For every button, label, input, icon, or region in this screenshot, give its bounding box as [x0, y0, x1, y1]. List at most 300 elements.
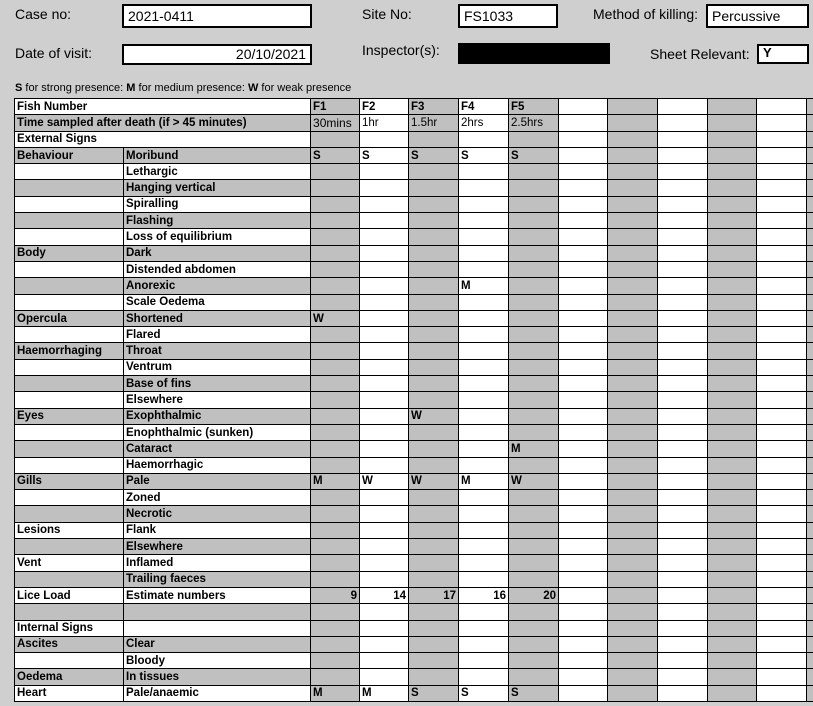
- score-cell[interactable]: [608, 555, 658, 571]
- score-cell[interactable]: [658, 473, 708, 489]
- score-cell[interactable]: [807, 164, 813, 180]
- score-cell[interactable]: [509, 164, 559, 180]
- score-cell[interactable]: [807, 392, 813, 408]
- score-cell[interactable]: [559, 180, 608, 196]
- score-cell[interactable]: [807, 261, 813, 277]
- score-cell[interactable]: [409, 376, 459, 392]
- score-cell[interactable]: [608, 131, 658, 147]
- score-cell[interactable]: [360, 294, 409, 310]
- score-cell[interactable]: [708, 359, 757, 375]
- score-cell[interactable]: [807, 490, 813, 506]
- score-cell[interactable]: [559, 604, 608, 620]
- score-cell[interactable]: [757, 180, 807, 196]
- score-cell[interactable]: [360, 376, 409, 392]
- score-cell[interactable]: 17: [409, 587, 459, 603]
- score-cell[interactable]: [360, 408, 409, 424]
- score-cell[interactable]: [807, 245, 813, 261]
- score-cell[interactable]: [807, 408, 813, 424]
- score-cell[interactable]: [708, 457, 757, 473]
- score-cell[interactable]: [757, 131, 807, 147]
- score-cell[interactable]: [459, 343, 509, 359]
- score-cell[interactable]: [559, 408, 608, 424]
- score-cell[interactable]: [459, 424, 509, 440]
- score-cell[interactable]: [757, 278, 807, 294]
- score-cell[interactable]: [509, 604, 559, 620]
- score-cell[interactable]: [608, 539, 658, 555]
- score-cell[interactable]: [409, 457, 459, 473]
- score-cell[interactable]: S: [509, 147, 559, 163]
- score-cell[interactable]: [608, 245, 658, 261]
- score-cell[interactable]: [708, 571, 757, 587]
- score-cell[interactable]: S: [459, 685, 509, 701]
- score-cell[interactable]: 9: [311, 587, 360, 603]
- score-cell[interactable]: [658, 213, 708, 229]
- score-cell[interactable]: [509, 245, 559, 261]
- score-cell[interactable]: [311, 229, 360, 245]
- score-cell[interactable]: [807, 473, 813, 489]
- score-cell[interactable]: [708, 669, 757, 685]
- score-cell[interactable]: [559, 229, 608, 245]
- score-cell[interactable]: [311, 180, 360, 196]
- score-cell[interactable]: [708, 620, 757, 636]
- score-cell[interactable]: [509, 636, 559, 652]
- score-cell[interactable]: [559, 669, 608, 685]
- score-cell[interactable]: [409, 164, 459, 180]
- score-cell[interactable]: [311, 620, 360, 636]
- score-cell[interactable]: [608, 213, 658, 229]
- score-cell[interactable]: [509, 196, 559, 212]
- score-cell[interactable]: [360, 653, 409, 669]
- score-cell[interactable]: [559, 343, 608, 359]
- time-sampled-cell[interactable]: 30mins: [311, 115, 360, 131]
- score-cell[interactable]: [459, 604, 509, 620]
- score-cell[interactable]: [807, 343, 813, 359]
- score-cell[interactable]: [608, 457, 658, 473]
- score-cell[interactable]: [757, 685, 807, 701]
- case-no-field[interactable]: 2021-0411: [122, 4, 312, 28]
- score-cell[interactable]: [360, 131, 409, 147]
- score-cell[interactable]: [409, 424, 459, 440]
- score-cell[interactable]: [708, 245, 757, 261]
- score-cell[interactable]: [708, 685, 757, 701]
- score-cell[interactable]: [311, 164, 360, 180]
- score-cell[interactable]: 20: [509, 587, 559, 603]
- score-cell[interactable]: [409, 131, 459, 147]
- score-cell[interactable]: [311, 327, 360, 343]
- score-cell[interactable]: [311, 571, 360, 587]
- score-cell[interactable]: [409, 180, 459, 196]
- score-cell[interactable]: [509, 571, 559, 587]
- score-cell[interactable]: [658, 392, 708, 408]
- score-cell[interactable]: [409, 213, 459, 229]
- sheet-relevant-field[interactable]: Y: [757, 44, 809, 64]
- score-cell[interactable]: [757, 555, 807, 571]
- score-cell[interactable]: [559, 147, 608, 163]
- score-cell[interactable]: [608, 490, 658, 506]
- score-cell[interactable]: [708, 604, 757, 620]
- score-cell[interactable]: [608, 653, 658, 669]
- score-cell[interactable]: [459, 294, 509, 310]
- score-cell[interactable]: [757, 147, 807, 163]
- score-cell[interactable]: [459, 522, 509, 538]
- score-cell[interactable]: [807, 587, 813, 603]
- score-cell[interactable]: [559, 213, 608, 229]
- score-cell[interactable]: [608, 359, 658, 375]
- score-cell[interactable]: M: [311, 685, 360, 701]
- score-cell[interactable]: W: [509, 473, 559, 489]
- score-cell[interactable]: [509, 653, 559, 669]
- score-cell[interactable]: [757, 539, 807, 555]
- score-cell[interactable]: [708, 506, 757, 522]
- score-cell[interactable]: [509, 522, 559, 538]
- score-cell[interactable]: [409, 506, 459, 522]
- score-cell[interactable]: [360, 539, 409, 555]
- score-cell[interactable]: [409, 359, 459, 375]
- score-cell[interactable]: [807, 457, 813, 473]
- score-cell[interactable]: [459, 669, 509, 685]
- score-cell[interactable]: [658, 522, 708, 538]
- score-cell[interactable]: [757, 327, 807, 343]
- score-cell[interactable]: [708, 408, 757, 424]
- score-cell[interactable]: [360, 359, 409, 375]
- score-cell[interactable]: [608, 343, 658, 359]
- score-cell[interactable]: [459, 571, 509, 587]
- score-cell[interactable]: [360, 571, 409, 587]
- score-cell[interactable]: [708, 327, 757, 343]
- score-cell[interactable]: [559, 473, 608, 489]
- score-cell[interactable]: [608, 310, 658, 326]
- score-cell[interactable]: M: [459, 278, 509, 294]
- score-cell[interactable]: [708, 196, 757, 212]
- score-cell[interactable]: [608, 147, 658, 163]
- score-cell[interactable]: [360, 604, 409, 620]
- score-cell[interactable]: [708, 180, 757, 196]
- score-cell[interactable]: [807, 669, 813, 685]
- score-cell[interactable]: [708, 376, 757, 392]
- score-cell[interactable]: [559, 506, 608, 522]
- score-cell[interactable]: [311, 245, 360, 261]
- score-cell[interactable]: [807, 229, 813, 245]
- score-cell[interactable]: W: [409, 408, 459, 424]
- score-cell[interactable]: [459, 555, 509, 571]
- score-cell[interactable]: [360, 490, 409, 506]
- score-cell[interactable]: [311, 522, 360, 538]
- score-cell[interactable]: [360, 261, 409, 277]
- score-cell[interactable]: [360, 669, 409, 685]
- score-cell[interactable]: [509, 261, 559, 277]
- score-cell[interactable]: [311, 457, 360, 473]
- score-cell[interactable]: [409, 490, 459, 506]
- score-cell[interactable]: [807, 310, 813, 326]
- score-cell[interactable]: [807, 636, 813, 652]
- time-sampled-cell[interactable]: 1hr: [360, 115, 409, 131]
- score-cell[interactable]: [807, 376, 813, 392]
- score-cell[interactable]: [608, 376, 658, 392]
- score-cell[interactable]: [608, 604, 658, 620]
- score-cell[interactable]: [658, 164, 708, 180]
- score-cell[interactable]: [459, 131, 509, 147]
- score-cell[interactable]: W: [409, 473, 459, 489]
- score-cell[interactable]: [757, 457, 807, 473]
- score-cell[interactable]: [459, 408, 509, 424]
- time-sampled-cell[interactable]: 2hrs: [459, 115, 509, 131]
- score-cell[interactable]: [807, 278, 813, 294]
- score-cell[interactable]: [757, 490, 807, 506]
- score-cell[interactable]: [658, 539, 708, 555]
- time-sampled-cell[interactable]: [559, 115, 608, 131]
- score-cell[interactable]: [757, 245, 807, 261]
- score-cell[interactable]: [608, 327, 658, 343]
- score-cell[interactable]: [360, 164, 409, 180]
- score-cell[interactable]: [658, 229, 708, 245]
- score-cell[interactable]: [658, 441, 708, 457]
- score-cell[interactable]: [608, 685, 658, 701]
- score-cell[interactable]: [608, 587, 658, 603]
- score-cell[interactable]: [658, 555, 708, 571]
- score-cell[interactable]: [757, 392, 807, 408]
- score-cell[interactable]: W: [360, 473, 409, 489]
- score-cell[interactable]: [658, 653, 708, 669]
- score-cell[interactable]: [409, 571, 459, 587]
- score-cell[interactable]: [409, 522, 459, 538]
- score-cell[interactable]: [311, 490, 360, 506]
- score-cell[interactable]: [459, 653, 509, 669]
- score-cell[interactable]: [409, 441, 459, 457]
- score-cell[interactable]: [757, 604, 807, 620]
- score-cell[interactable]: [807, 571, 813, 587]
- score-cell[interactable]: [608, 669, 658, 685]
- time-sampled-cell[interactable]: [807, 115, 813, 131]
- score-cell[interactable]: [807, 653, 813, 669]
- score-cell[interactable]: [608, 571, 658, 587]
- score-cell[interactable]: [807, 131, 813, 147]
- score-cell[interactable]: [608, 229, 658, 245]
- score-cell[interactable]: [409, 245, 459, 261]
- time-sampled-cell[interactable]: [658, 115, 708, 131]
- score-cell[interactable]: [559, 261, 608, 277]
- score-cell[interactable]: [757, 261, 807, 277]
- score-cell[interactable]: [608, 506, 658, 522]
- score-cell[interactable]: [311, 669, 360, 685]
- score-cell[interactable]: 16: [459, 587, 509, 603]
- score-cell[interactable]: [409, 620, 459, 636]
- score-cell[interactable]: [311, 636, 360, 652]
- score-cell[interactable]: [459, 506, 509, 522]
- score-cell[interactable]: [509, 359, 559, 375]
- score-cell[interactable]: [559, 522, 608, 538]
- score-cell[interactable]: [509, 180, 559, 196]
- score-cell[interactable]: [559, 359, 608, 375]
- score-cell[interactable]: [807, 620, 813, 636]
- score-cell[interactable]: [360, 343, 409, 359]
- score-cell[interactable]: [459, 196, 509, 212]
- score-cell[interactable]: [360, 327, 409, 343]
- score-cell[interactable]: [658, 245, 708, 261]
- score-cell[interactable]: [409, 653, 459, 669]
- score-cell[interactable]: [658, 408, 708, 424]
- score-cell[interactable]: [708, 131, 757, 147]
- method-field[interactable]: Percussive: [706, 4, 809, 28]
- score-cell[interactable]: [459, 180, 509, 196]
- score-cell[interactable]: [658, 294, 708, 310]
- score-cell[interactable]: [459, 213, 509, 229]
- score-cell[interactable]: [311, 343, 360, 359]
- score-cell[interactable]: [559, 392, 608, 408]
- score-cell[interactable]: [559, 376, 608, 392]
- score-cell[interactable]: [559, 294, 608, 310]
- score-cell[interactable]: [459, 327, 509, 343]
- score-cell[interactable]: [311, 604, 360, 620]
- score-cell[interactable]: [708, 636, 757, 652]
- score-cell[interactable]: [757, 473, 807, 489]
- score-cell[interactable]: [708, 164, 757, 180]
- score-cell[interactable]: [509, 408, 559, 424]
- score-cell[interactable]: [360, 555, 409, 571]
- score-cell[interactable]: [608, 278, 658, 294]
- score-cell[interactable]: [757, 376, 807, 392]
- score-cell[interactable]: [807, 604, 813, 620]
- score-cell[interactable]: [559, 555, 608, 571]
- score-cell[interactable]: [360, 196, 409, 212]
- score-cell[interactable]: S: [311, 147, 360, 163]
- score-cell[interactable]: [807, 522, 813, 538]
- score-cell[interactable]: [658, 343, 708, 359]
- score-cell[interactable]: [459, 376, 509, 392]
- score-cell[interactable]: [509, 424, 559, 440]
- score-cell[interactable]: [509, 457, 559, 473]
- score-cell[interactable]: [409, 343, 459, 359]
- score-cell[interactable]: [559, 327, 608, 343]
- score-cell[interactable]: [360, 424, 409, 440]
- score-cell[interactable]: [409, 604, 459, 620]
- score-cell[interactable]: [360, 229, 409, 245]
- time-sampled-cell[interactable]: [608, 115, 658, 131]
- score-cell[interactable]: [559, 685, 608, 701]
- score-cell[interactable]: [658, 587, 708, 603]
- score-cell[interactable]: [509, 376, 559, 392]
- score-cell[interactable]: [409, 196, 459, 212]
- score-cell[interactable]: [559, 636, 608, 652]
- score-cell[interactable]: [311, 424, 360, 440]
- score-cell[interactable]: [459, 539, 509, 555]
- score-cell[interactable]: [311, 392, 360, 408]
- score-cell[interactable]: [360, 278, 409, 294]
- score-cell[interactable]: [658, 180, 708, 196]
- score-cell[interactable]: [559, 441, 608, 457]
- score-cell[interactable]: [757, 620, 807, 636]
- score-cell[interactable]: S: [509, 685, 559, 701]
- score-cell[interactable]: [311, 131, 360, 147]
- score-cell[interactable]: [311, 213, 360, 229]
- score-cell[interactable]: [757, 669, 807, 685]
- score-cell[interactable]: [409, 636, 459, 652]
- score-cell[interactable]: [509, 669, 559, 685]
- score-cell[interactable]: S: [409, 685, 459, 701]
- score-cell[interactable]: [360, 620, 409, 636]
- score-cell[interactable]: [409, 392, 459, 408]
- score-cell[interactable]: [658, 196, 708, 212]
- score-cell[interactable]: [559, 620, 608, 636]
- score-cell[interactable]: [757, 636, 807, 652]
- score-cell[interactable]: [360, 392, 409, 408]
- score-cell[interactable]: M: [311, 473, 360, 489]
- score-cell[interactable]: [708, 424, 757, 440]
- score-cell[interactable]: [559, 653, 608, 669]
- score-cell[interactable]: [658, 261, 708, 277]
- score-cell[interactable]: [807, 359, 813, 375]
- score-cell[interactable]: [658, 457, 708, 473]
- score-cell[interactable]: [559, 131, 608, 147]
- score-cell[interactable]: [608, 522, 658, 538]
- score-cell[interactable]: [559, 457, 608, 473]
- score-cell[interactable]: S: [409, 147, 459, 163]
- score-cell[interactable]: [658, 571, 708, 587]
- score-cell[interactable]: [708, 555, 757, 571]
- score-cell[interactable]: [459, 620, 509, 636]
- score-cell[interactable]: [807, 685, 813, 701]
- score-cell[interactable]: [658, 327, 708, 343]
- site-no-field[interactable]: FS1033: [458, 4, 558, 28]
- score-cell[interactable]: [757, 408, 807, 424]
- score-cell[interactable]: [459, 261, 509, 277]
- time-sampled-cell[interactable]: [708, 115, 757, 131]
- score-cell[interactable]: [509, 294, 559, 310]
- score-cell[interactable]: [509, 213, 559, 229]
- score-cell[interactable]: [360, 506, 409, 522]
- score-cell[interactable]: [608, 636, 658, 652]
- score-cell[interactable]: [757, 587, 807, 603]
- score-cell[interactable]: [509, 278, 559, 294]
- score-cell[interactable]: [757, 213, 807, 229]
- score-cell[interactable]: [757, 164, 807, 180]
- score-cell[interactable]: [360, 441, 409, 457]
- score-cell[interactable]: [509, 229, 559, 245]
- score-cell[interactable]: [459, 310, 509, 326]
- score-cell[interactable]: W: [311, 310, 360, 326]
- score-cell[interactable]: [559, 490, 608, 506]
- score-cell[interactable]: [807, 327, 813, 343]
- score-cell[interactable]: [311, 261, 360, 277]
- score-cell[interactable]: [509, 392, 559, 408]
- score-cell[interactable]: [807, 180, 813, 196]
- score-cell[interactable]: [360, 180, 409, 196]
- score-cell[interactable]: [559, 310, 608, 326]
- score-cell[interactable]: [658, 490, 708, 506]
- score-cell[interactable]: [757, 424, 807, 440]
- score-cell[interactable]: [409, 539, 459, 555]
- score-cell[interactable]: [708, 653, 757, 669]
- score-cell[interactable]: [360, 636, 409, 652]
- score-cell[interactable]: [708, 473, 757, 489]
- score-cell[interactable]: [658, 359, 708, 375]
- score-cell[interactable]: [459, 245, 509, 261]
- score-cell[interactable]: [807, 147, 813, 163]
- score-cell[interactable]: [409, 327, 459, 343]
- score-cell[interactable]: [807, 424, 813, 440]
- score-cell[interactable]: [757, 343, 807, 359]
- score-cell[interactable]: [807, 539, 813, 555]
- score-cell[interactable]: [311, 376, 360, 392]
- score-cell[interactable]: [608, 441, 658, 457]
- score-cell[interactable]: [311, 653, 360, 669]
- score-cell[interactable]: [608, 196, 658, 212]
- score-cell[interactable]: [658, 604, 708, 620]
- score-cell[interactable]: [708, 147, 757, 163]
- score-cell[interactable]: [608, 473, 658, 489]
- score-cell[interactable]: [509, 327, 559, 343]
- score-cell[interactable]: [708, 310, 757, 326]
- score-cell[interactable]: [708, 441, 757, 457]
